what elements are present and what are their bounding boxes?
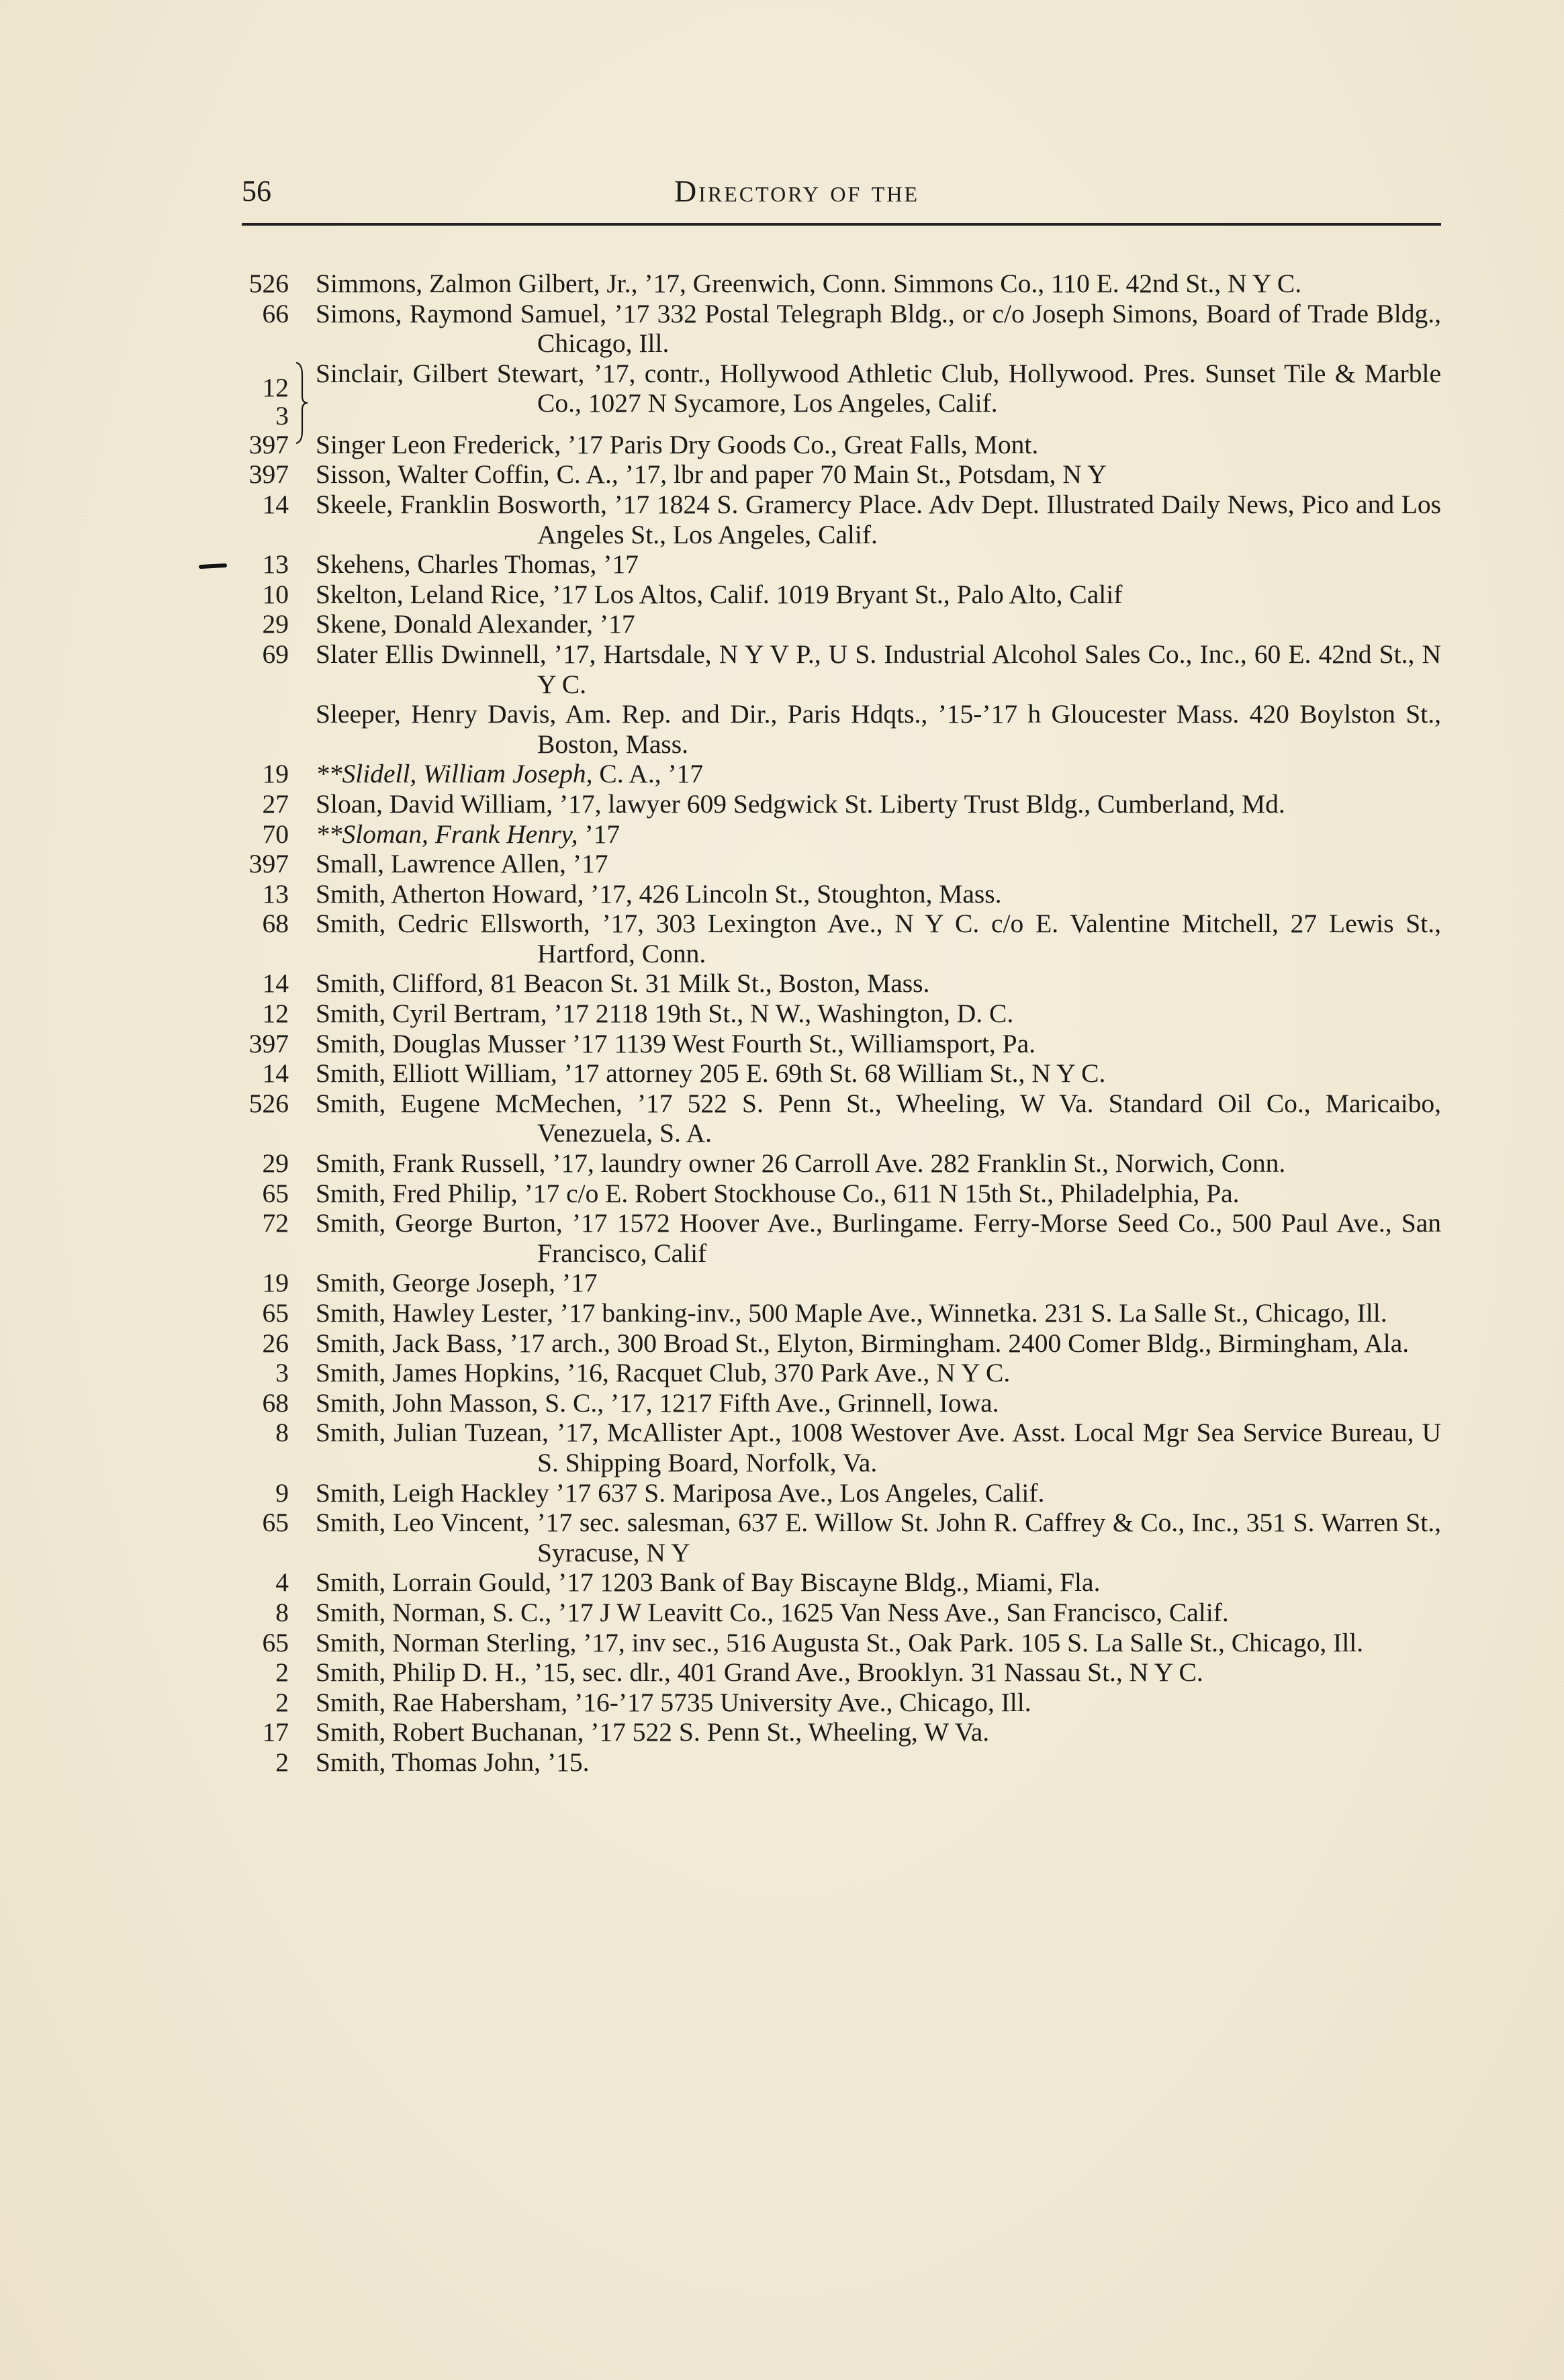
member-details: ’17 xyxy=(555,1268,598,1298)
member-details: ’17 banking-inv., 500 Maple Ave., Winnetka. 231 S. La Salle St., Chicago, Ill. xyxy=(553,1298,1387,1328)
member-details: ’17, inv sec., 516 Augusta St., Oak Park. 105 S. La Salle St., Chicago, Ill. xyxy=(576,1627,1364,1657)
number-column xyxy=(168,1508,289,1538)
member-name: Simons, Raymond Samuel, xyxy=(316,298,607,328)
chapter-number: 13 xyxy=(262,549,289,580)
chapter-number: 27 xyxy=(262,788,289,819)
directory-entry xyxy=(0,1208,1564,1268)
entry-text xyxy=(316,1747,1441,1778)
entry-text xyxy=(316,1628,1441,1658)
number-column xyxy=(168,819,289,850)
entry-text xyxy=(316,430,1441,460)
page-number: 56 xyxy=(242,175,271,208)
number-column xyxy=(168,1358,289,1388)
member-name: Smith, Leo Vincent, xyxy=(316,1508,530,1538)
member-details: ’17, 426 Lincoln St., Stoughton, Mass. xyxy=(584,878,1002,909)
number-column xyxy=(168,849,289,879)
member-details: S. C., ’17 J W Leavitt Co., 1625 Van Ness Ave., San Francisco, Calif. xyxy=(486,1597,1229,1627)
member-name: Smith, Douglas Musser xyxy=(316,1028,565,1058)
member-details: ’17 arch., 300 Broad St., Elyton, Birmingham. 2400 Comer Bldg., Birmingham, Ala. xyxy=(502,1328,1410,1358)
chapter-number: 65 xyxy=(262,1508,289,1538)
chapter-number: 2 xyxy=(275,1657,289,1688)
right-brace-icon xyxy=(294,361,309,445)
number-column xyxy=(168,1298,289,1328)
member-name: Skeele, Franklin Bosworth, xyxy=(316,489,607,519)
member-name: **Slidell, William Joseph, xyxy=(316,759,593,789)
number-column xyxy=(168,968,289,999)
number-column xyxy=(168,430,289,460)
directory-entry xyxy=(0,1328,1564,1359)
entry-text xyxy=(316,1717,1441,1747)
directory-entry xyxy=(0,459,1564,490)
chapter-number: 397 xyxy=(248,1028,289,1058)
directory-entry xyxy=(0,1298,1564,1328)
entry-text xyxy=(316,1328,1441,1359)
directory-entry xyxy=(0,1688,1564,1718)
header-rule xyxy=(242,223,1441,226)
entry-text xyxy=(316,1058,1441,1089)
member-details: ’15. xyxy=(541,1747,590,1777)
number-column xyxy=(168,1657,289,1688)
number-column xyxy=(168,359,289,430)
number-column xyxy=(168,580,289,610)
number-column xyxy=(168,1058,289,1089)
entry-text xyxy=(316,1388,1441,1418)
chapter-number: 2 xyxy=(275,1747,289,1777)
member-details: ’17 2118 19th St., N W., Washington, D. C. xyxy=(547,999,1014,1029)
entry-text xyxy=(316,1508,1441,1567)
member-name: Smith, George Joseph, xyxy=(316,1268,555,1298)
member-details: ’17, 303 Lexington Ave., N Y C. c/o E. Valentine Mitchell, 27 Lewis St., Hartford, Conn. xyxy=(537,909,1441,968)
directory-entry xyxy=(0,549,1564,580)
member-name: Simmons, Zalmon Gilbert, Jr., xyxy=(316,269,638,298)
member-details: ’17 sec. salesman, 637 E. Willow St. John R. Caffrey & Co., Inc., 351 S. Warren St., Syracuse, N Y xyxy=(529,1508,1441,1567)
member-name: Sisson, Walter Coffin, xyxy=(316,459,550,490)
member-name: Skene, Donald Alexander, xyxy=(316,609,594,639)
directory-entry xyxy=(0,1418,1564,1477)
member-name: Smith, George Burton, xyxy=(316,1208,563,1238)
member-details: ’17 xyxy=(565,849,608,879)
chapter-numbers xyxy=(168,359,289,430)
member-details: ’17 Paris Dry Goods Co., Great Falls, Mont. xyxy=(561,429,1039,459)
member-name: Smith, Julian Tuzean, xyxy=(316,1418,549,1448)
chapter-number: 72 xyxy=(262,1208,289,1238)
member-details: ’17 1203 Bank of Bay Biscayne Bldg., Miami, Fla. xyxy=(551,1567,1101,1598)
number-column xyxy=(168,1717,289,1747)
member-details: ’17 c/o E. Robert Stockhouse Co., 611 N 15th St., Philadelphia, Pa. xyxy=(517,1178,1240,1208)
chapter-number: 70 xyxy=(262,819,289,849)
chapter-number: 12 xyxy=(262,372,289,402)
member-name: Skelton, Leland Rice, xyxy=(316,579,546,609)
directory-entry xyxy=(0,580,1564,610)
chapter-number: 14 xyxy=(262,1058,289,1089)
chapter-number: 8 xyxy=(275,1418,289,1448)
member-name: Smith, Thomas John, xyxy=(316,1747,541,1777)
directory-entry xyxy=(0,1657,1564,1688)
entry-text xyxy=(316,490,1441,549)
member-details: S. C., ’17, 1217 Fifth Ave., Grinnell, Iowa. xyxy=(538,1387,999,1418)
directory-entry xyxy=(0,299,1564,359)
directory-entry xyxy=(0,759,1564,789)
directory-entry xyxy=(0,430,1564,460)
chapter-number: 19 xyxy=(262,1268,289,1298)
chapter-number: 526 xyxy=(248,269,289,298)
directory-entries xyxy=(0,269,1564,1778)
member-name: Sloan, David William, xyxy=(316,788,553,819)
chapter-number: 68 xyxy=(262,1387,289,1418)
directory-entry xyxy=(0,1508,1564,1567)
member-details: ’17, contr., Hollywood Athletic Club, Hollywood. Pres. Sunset Tile & Marble Co., 1027 N Sycamore, Los Angeles, Calif. xyxy=(537,358,1441,418)
member-name: Smith, Lorrain Gould, xyxy=(316,1567,552,1598)
member-details: ’17, Greenwich, Conn. Simmons Co., 110 E. 42nd St., N Y C. xyxy=(637,269,1302,298)
chapter-number: 2 xyxy=(275,1687,289,1717)
member-name: Smith, Rae Habersham, xyxy=(316,1687,568,1717)
number-column xyxy=(168,609,289,639)
directory-entry xyxy=(0,849,1564,879)
entry-text xyxy=(316,1657,1441,1688)
chapter-number: 397 xyxy=(248,849,289,879)
chapter-number: 65 xyxy=(262,1178,289,1208)
number-column xyxy=(168,759,289,789)
number-column xyxy=(168,1208,289,1238)
number-column xyxy=(168,999,289,1029)
member-details: C. A., ’17 xyxy=(592,759,704,789)
member-name: Smith, Philip D. H., xyxy=(316,1657,527,1688)
member-name: Smith, Clifford, xyxy=(316,968,484,999)
directory-entry xyxy=(0,1358,1564,1388)
member-details: ’17 637 S. Mariposa Ave., Los Angeles, Calif. xyxy=(549,1477,1045,1508)
entry-text xyxy=(316,968,1441,999)
number-column xyxy=(168,1598,289,1628)
margin-mark xyxy=(199,563,227,569)
chapter-number: 29 xyxy=(262,1148,289,1179)
directory-entry xyxy=(0,1717,1564,1747)
member-name: **Sloman, Frank Henry, xyxy=(316,819,578,849)
number-column xyxy=(168,909,289,939)
directory-entry xyxy=(0,1089,1564,1148)
number-column xyxy=(168,1418,289,1448)
member-name: Smith, Atherton Howard, xyxy=(316,878,584,909)
member-name: Smith, James Hopkins, xyxy=(316,1358,561,1388)
member-details: 81 Beacon St. 31 Milk St., Boston, Mass. xyxy=(484,968,930,999)
directory-entry xyxy=(0,490,1564,549)
chapter-number: 26 xyxy=(262,1328,289,1358)
number-column xyxy=(168,879,289,909)
member-details: ’17 1824 S. Gramercy Place. Adv Dept. Illustrated Daily News, Pico and Los Angeles St., Los Angeles, Calif. xyxy=(537,489,1441,549)
chapter-number: 66 xyxy=(262,298,289,328)
member-name: Smith, Jack Bass, xyxy=(316,1328,503,1358)
entry-text xyxy=(316,879,1441,909)
directory-entry xyxy=(0,1478,1564,1508)
directory-entry xyxy=(0,1029,1564,1059)
member-name: Singer Leon Frederick, xyxy=(316,429,561,459)
directory-entry xyxy=(0,1747,1564,1778)
chapter-number: 68 xyxy=(262,909,289,939)
entry-text xyxy=(316,459,1441,490)
number-column xyxy=(168,269,289,299)
number-column xyxy=(168,1328,289,1359)
entry-text xyxy=(316,1358,1441,1388)
member-details: ’16-’17 5735 University Ave., Chicago, Ill. xyxy=(567,1687,1031,1717)
number-column xyxy=(168,789,289,819)
member-details: ’17 522 S. Penn St., Wheeling, W Va. Standard Oil Co., Maricaibo, Venezuela, S. A. xyxy=(537,1088,1441,1148)
entry-text xyxy=(316,549,1441,580)
entry-text xyxy=(316,609,1441,639)
entry-text xyxy=(316,1688,1441,1718)
member-details: ’17, laundry owner 26 Carroll Ave. 282 Franklin St., Norwich, Conn. xyxy=(545,1148,1286,1179)
chapter-number: 4 xyxy=(275,1567,289,1598)
entry-text xyxy=(316,849,1441,879)
directory-entry xyxy=(0,819,1564,850)
directory-entry xyxy=(0,1058,1564,1089)
member-name: Smith, Norman, xyxy=(316,1597,486,1627)
member-details: ’17 332 Postal Telegraph Bldg., or c/o Joseph Simons, Board of Trade Bldg., Chicago, Ill. xyxy=(537,298,1441,359)
directory-entry xyxy=(0,359,1564,430)
chapter-number: 29 xyxy=(262,609,289,639)
entry-text xyxy=(316,1567,1441,1598)
entry-text xyxy=(316,1208,1441,1268)
chapter-number: 69 xyxy=(262,639,289,669)
entry-text xyxy=(316,1029,1441,1059)
entry-text xyxy=(316,1478,1441,1508)
number-column xyxy=(168,1089,289,1119)
entry-text xyxy=(316,819,1441,850)
entry-text xyxy=(316,269,1441,299)
entry-text xyxy=(316,789,1441,819)
member-details: ’17 Los Altos, Calif. 1019 Bryant St., Palo Alto, Calif xyxy=(545,579,1123,609)
member-name: Smith, Eugene McMechen, xyxy=(316,1088,623,1118)
member-name: Smith, John Masson, xyxy=(316,1387,539,1418)
member-name: Smith, Leigh Hackley xyxy=(316,1477,549,1508)
member-details: ’17 1139 West Fourth St., Williamsport, Pa. xyxy=(565,1028,1036,1058)
member-name: Smith, Robert Buchanan, xyxy=(316,1717,584,1747)
directory-entry xyxy=(0,269,1564,299)
number-column xyxy=(168,1029,289,1059)
member-name: Smith, Elliott William, xyxy=(316,1058,557,1089)
member-name: Smith, Cedric Ellsworth, xyxy=(316,909,590,939)
member-details: ’17 xyxy=(578,819,620,849)
directory-entry xyxy=(0,609,1564,639)
member-details: ’17 1572 Hoover Ave., Burlingame. Ferry-Morse Seed Co., 500 Paul Ave., San Francisco, Calif xyxy=(537,1208,1441,1268)
number-column xyxy=(168,1688,289,1718)
chapter-number: 17 xyxy=(262,1717,289,1747)
number-column xyxy=(168,1478,289,1508)
directory-entry xyxy=(0,909,1564,968)
entry-text xyxy=(316,1418,1441,1477)
member-name: Slater Ellis Dwinnell, xyxy=(316,639,547,669)
number-column xyxy=(168,1388,289,1418)
directory-entry xyxy=(0,639,1564,699)
chapter-number: 397 xyxy=(248,429,289,459)
chapter-number: 397 xyxy=(248,459,289,490)
number-column xyxy=(168,1179,289,1209)
directory-entry xyxy=(0,699,1564,759)
directory-entry xyxy=(0,1388,1564,1418)
chapter-number: 12 xyxy=(262,999,289,1029)
chapter-number: 65 xyxy=(262,1627,289,1657)
chapter-number: 8 xyxy=(275,1597,289,1627)
entry-text xyxy=(316,580,1441,610)
member-details: ’17 xyxy=(596,549,639,580)
number-column xyxy=(168,459,289,490)
member-details: ’16, Racquet Club, 370 Park Ave., N Y C. xyxy=(560,1358,1011,1388)
number-column xyxy=(168,1268,289,1298)
member-name: Sinclair, Gilbert Stewart, xyxy=(316,358,585,388)
member-details: ’17 attorney 205 E. 69th St. 68 William St., N Y C. xyxy=(557,1058,1106,1089)
chapter-number: 10 xyxy=(262,579,289,609)
member-name: Small, Lawrence Allen, xyxy=(316,849,566,879)
entry-text xyxy=(316,299,1441,359)
number-column xyxy=(168,1628,289,1658)
entry-text xyxy=(316,1179,1441,1209)
chapter-number: 19 xyxy=(262,759,289,789)
chapter-number: 9 xyxy=(275,1477,289,1508)
entry-text xyxy=(316,909,1441,968)
member-name: Smith, Frank Russell, xyxy=(316,1148,546,1179)
directory-entry xyxy=(0,879,1564,909)
member-details: ’15, sec. dlr., 401 Grand Ave., Brooklyn. 31 Nassau St., N Y C. xyxy=(526,1657,1203,1688)
chapter-number: 14 xyxy=(262,489,289,519)
page-header xyxy=(242,168,1441,228)
directory-entry xyxy=(0,1179,1564,1209)
chapter-number: 3 xyxy=(275,1358,289,1388)
entry-text xyxy=(316,1268,1441,1298)
number-column xyxy=(168,639,289,670)
directory-entry xyxy=(0,968,1564,999)
number-column xyxy=(168,1567,289,1598)
entry-text xyxy=(316,359,1441,418)
chapter-number: 65 xyxy=(262,1298,289,1328)
entry-text xyxy=(316,1298,1441,1328)
directory-entry xyxy=(0,1268,1564,1298)
member-details: ’17, lawyer 609 Sedgwick St. Liberty Trust Bldg., Cumberland, Md. xyxy=(553,788,1285,819)
number-column xyxy=(168,1747,289,1778)
member-details: C. A., ’17, lbr and paper 70 Main St., Potsdam, N Y xyxy=(549,459,1107,490)
entry-text xyxy=(316,1598,1441,1628)
entry-text xyxy=(316,1148,1441,1179)
member-details: ’17, McAllister Apt., 1008 Westover Ave. Asst. Local Mgr Sea Service Bureau, U S. Shipping Board, Norfolk, Va. xyxy=(537,1418,1441,1477)
number-column xyxy=(168,490,289,520)
entry-text xyxy=(316,639,1441,699)
number-column xyxy=(168,549,289,580)
running-title: Directory of the xyxy=(674,174,919,208)
member-details: Am. Rep. and Dir., Paris Hdqts., ’15-’17 h Gloucester Mass. 420 Boylston St., Boston, Mass. xyxy=(537,699,1441,759)
member-name: Smith, Hawley Lester, xyxy=(316,1298,553,1328)
directory-entry xyxy=(0,999,1564,1029)
number-column xyxy=(168,299,289,329)
chapter-number: 13 xyxy=(262,878,289,909)
entry-text xyxy=(316,999,1441,1029)
member-name: Smith, Norman Sterling, xyxy=(316,1627,577,1657)
directory-entry xyxy=(0,1598,1564,1628)
entry-text xyxy=(316,759,1441,789)
chapter-number: 3 xyxy=(275,400,289,430)
member-details: ’17, Hartsdale, N Y V P., U S. Industrial Alcohol Sales Co., Inc., 60 E. 42nd St., N Y C. xyxy=(537,639,1441,699)
directory-entry xyxy=(0,1567,1564,1598)
entry-text xyxy=(316,699,1441,759)
chapter-number: 526 xyxy=(248,1088,289,1118)
directory-entry xyxy=(0,1628,1564,1658)
member-name: Sleeper, Henry Davis, xyxy=(316,699,557,729)
number-column xyxy=(168,1148,289,1179)
entry-text xyxy=(316,1089,1441,1148)
directory-entry xyxy=(0,1148,1564,1179)
member-name: Smith, Fred Philip, xyxy=(316,1178,518,1208)
member-details: ’17 522 S. Penn St., Wheeling, W Va. xyxy=(584,1717,990,1747)
chapter-number: 14 xyxy=(262,968,289,999)
member-name: Skehens, Charles Thomas, xyxy=(316,549,597,580)
directory-entry xyxy=(0,789,1564,819)
member-details: ’17 xyxy=(593,609,635,639)
member-name: Smith, Cyril Bertram, xyxy=(316,999,547,1029)
